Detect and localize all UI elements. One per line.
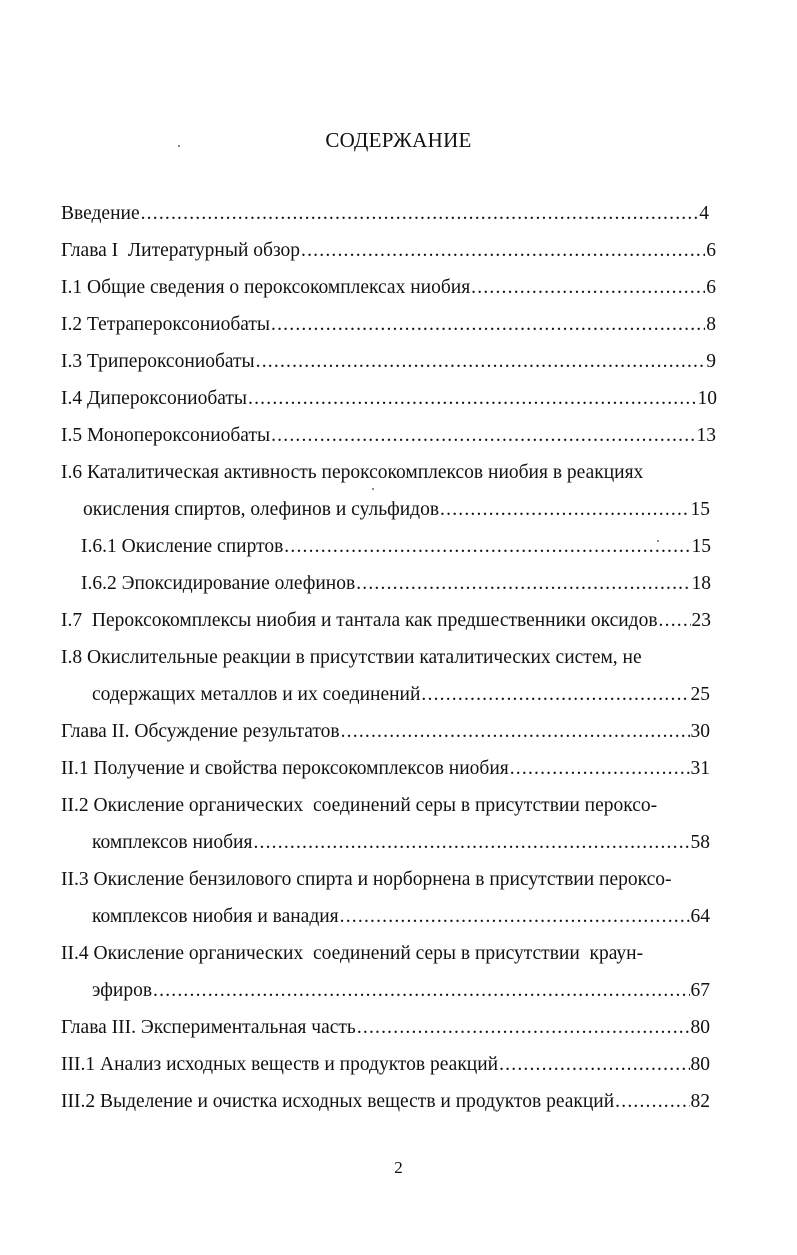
toc-entry-label: окисления спиртов, олефинов и сульфидов [83, 499, 440, 520]
toc-entry-page: 67 [690, 980, 710, 1001]
toc-entry-label: Введение [61, 203, 140, 224]
toc-entry-page: 80 [690, 1017, 710, 1038]
leader-dots [615, 1088, 689, 1116]
toc-entry-label: III.1 Анализ исходных веществ и продуктов реакций [61, 1054, 499, 1075]
leader-dots [141, 200, 699, 228]
leader-dots [153, 977, 689, 1005]
toc-entry [61, 385, 717, 413]
leader-dots [510, 755, 690, 783]
toc-entry-page: 31 [690, 758, 710, 779]
scan-speck [657, 540, 659, 542]
toc-entry [92, 681, 710, 709]
leader-dots [271, 422, 695, 450]
toc-entry-label: I.2 Тетрапероксониобаты [61, 314, 271, 335]
toc-entry-label: эфиров [92, 980, 153, 1001]
toc-entry-page: 15 [691, 536, 711, 557]
toc-entry [92, 977, 710, 1005]
toc-entry-page: 15 [690, 499, 710, 520]
leader-dots [271, 311, 705, 339]
toc-entry-heading: II.2 Окисление органических соединений серы в присутствии пероксо- [61, 795, 658, 816]
toc-entry [61, 422, 716, 450]
toc-entry-page: 25 [690, 684, 710, 705]
toc-entry-label: III.2 Выделение и очистка исходных веществ и продуктов реакций [61, 1091, 615, 1112]
leader-dots [356, 570, 690, 598]
leader-dots [341, 718, 690, 746]
toc-entry-page: 6 [706, 240, 716, 261]
toc-entry-page: 64 [690, 906, 710, 927]
toc-entry-label: I.6.1 Окисление спиртов [81, 536, 284, 557]
toc-entry-heading: II.4 Окисление органических соединений серы в присутствии краун- [61, 943, 644, 964]
toc-entry [92, 829, 710, 857]
toc-entry-label: Глава I Литературный обзор [61, 240, 301, 261]
toc-entry [61, 1014, 710, 1042]
toc-entry-page: 80 [690, 1054, 710, 1075]
toc-entry-label: I.6.2 Эпоксидирование олефинов [81, 573, 356, 594]
toc-entry-label: I.7 Пероксокомплексы ниобия и тантала как предшественники оксидов [61, 610, 658, 631]
leader-dots [357, 1014, 690, 1042]
toc-entry-page: 18 [691, 573, 711, 594]
toc-entry-heading: I.6 Каталитическая активность пероксокомплексов ниобия в реакциях [61, 462, 644, 483]
toc-entry-page: 4 [699, 203, 709, 224]
toc-entry [61, 200, 709, 228]
leader-dots [659, 607, 691, 635]
toc-entry-label: II.1 Получение и свойства пероксокомплексов ниобия [61, 758, 509, 779]
toc-entry-page: 10 [697, 388, 717, 409]
leader-dots [301, 237, 705, 265]
leader-dots [499, 1051, 689, 1079]
toc-entry-page: 6 [706, 277, 716, 298]
leader-dots [253, 829, 689, 857]
toc-entry [61, 1088, 710, 1116]
leader-dots [284, 533, 690, 561]
toc-entry-heading: I.8 Окислительные реакции в присутствии каталитических систем, не [61, 647, 642, 668]
toc-entry [92, 903, 710, 931]
toc-entry-label: содержащих металлов и их соединений [92, 684, 421, 705]
toc-entry [61, 1051, 710, 1079]
toc-entry-label: I.4 Дипероксониобаты [61, 388, 248, 409]
toc-entry-label: комплексов ниобия и ванадия [92, 906, 339, 927]
toc-entry [61, 274, 716, 302]
toc-entry-label: Глава III. Экспериментальная часть [61, 1017, 356, 1038]
leader-dots [340, 903, 690, 931]
toc-entry-label: комплексов ниобия [92, 832, 253, 853]
toc-entry-label: I.5 Монопероксониобаты [61, 425, 271, 446]
leader-dots [248, 385, 696, 413]
toc-entry [61, 718, 710, 746]
toc-entry-page: 58 [690, 832, 710, 853]
toc-entry-page: 82 [690, 1091, 710, 1112]
scan-speck [178, 145, 180, 147]
page-title: СОДЕРЖАНИЕ [325, 128, 472, 152]
toc-entry-page: 9 [706, 351, 716, 372]
toc-entry [61, 311, 716, 339]
leader-dots [256, 348, 706, 376]
toc-entry-page: 13 [696, 425, 716, 446]
toc-entry-label: I.1 Общие сведения о пероксокомплексах ниобия [61, 277, 471, 298]
leader-dots [471, 274, 705, 302]
toc-entry [61, 237, 716, 265]
toc-entry [81, 533, 711, 561]
toc-entry-heading: II.3 Окисление бензилового спирта и норборнена в присутствии пероксо- [61, 869, 672, 890]
toc-entry [81, 570, 711, 598]
scan-speck [372, 488, 374, 490]
toc-entry-label: Глава II. Обсуждение результатов [61, 721, 340, 742]
toc-entry-page: 23 [691, 610, 711, 631]
toc-entry [83, 496, 710, 524]
leader-dots [421, 681, 689, 709]
page-number: 2 [394, 1158, 403, 1177]
toc-entry-page: 8 [706, 314, 716, 335]
toc-entry-label: I.3 Трипероксониобаты [61, 351, 255, 372]
toc-entry-page: 30 [690, 721, 710, 742]
toc-entry [61, 755, 710, 783]
toc-entry [61, 348, 716, 376]
leader-dots [440, 496, 689, 524]
toc-entry [61, 607, 711, 635]
